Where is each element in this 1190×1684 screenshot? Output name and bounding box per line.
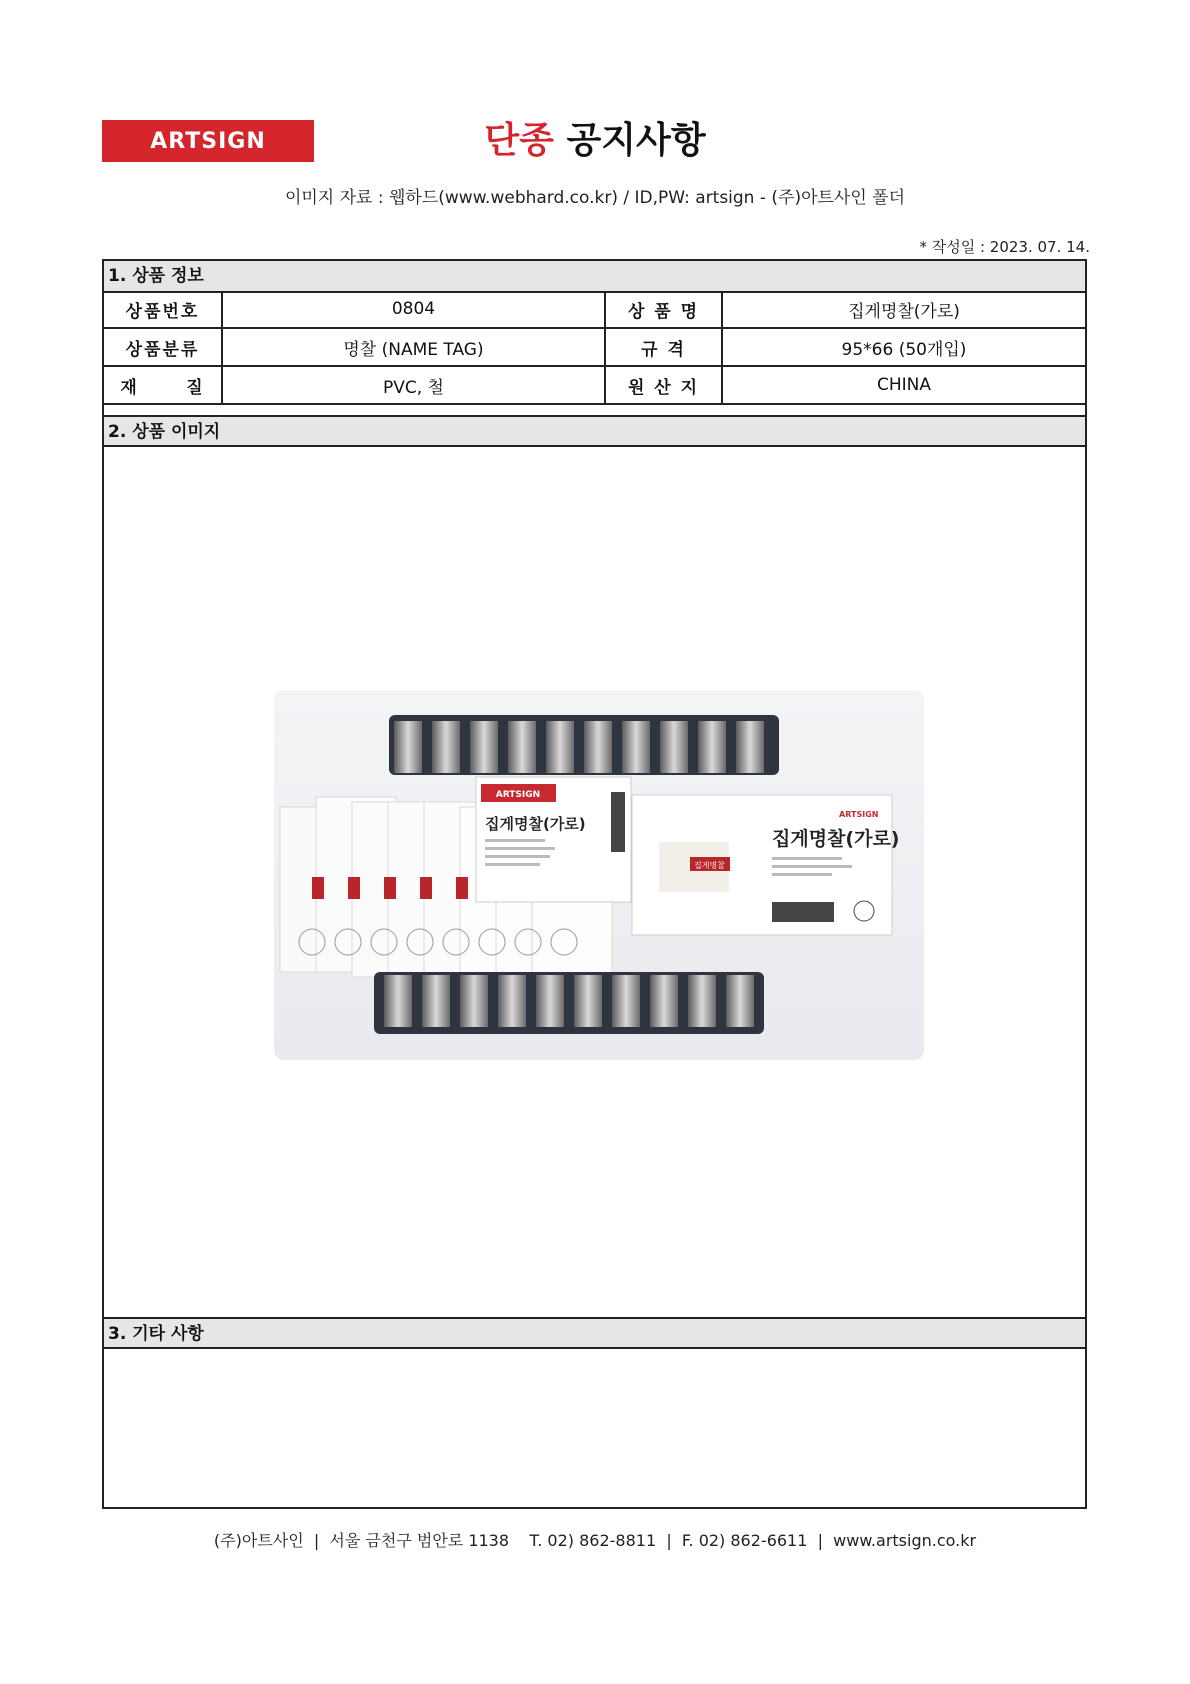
label-origin: 원 산 지	[605, 366, 722, 404]
label-spec: 규 격	[605, 328, 722, 366]
title-accent: 단종	[484, 120, 554, 161]
notice-frame	[102, 259, 1087, 1509]
product-photo	[104, 447, 1085, 1319]
value-product-number: 0804	[222, 291, 605, 328]
svg-text:ARTSIGN: ARTSIGN	[839, 810, 879, 819]
other-notes	[104, 1349, 1085, 1507]
right-product-card	[632, 795, 900, 935]
product-info-table	[104, 291, 1085, 405]
value-product-name: 집게명찰(가로)	[722, 291, 1085, 328]
page-title	[0, 112, 1190, 163]
subtitle: 이미지 자료 : 웹하드(www.webhard.co.kr) / ID,PW: artsign - (주)아트사인 폴더	[284, 188, 906, 208]
table-row	[104, 366, 1085, 404]
artsign-logo: ARTSIGN	[102, 120, 314, 162]
section-other: 3. 기타 사항	[104, 1317, 1085, 1349]
svg-text:ARTSIGN: ARTSIGN	[495, 790, 541, 800]
value-origin: CHINA	[722, 366, 1085, 404]
written-date: * 작성일 : 2023. 07. 14.	[919, 238, 1090, 256]
svg-text:집게명찰(가로): 집게명찰(가로)	[772, 828, 900, 850]
table-row	[104, 328, 1085, 366]
value-category: 명찰 (NAME TAG)	[222, 328, 605, 366]
title-rest: 공지사항	[566, 120, 706, 161]
label-product-name: 상 품 명	[605, 291, 722, 328]
section-product-info: 1. 상품 정보	[104, 261, 1085, 293]
value-spec: 95*66 (50개입)	[722, 328, 1085, 366]
table-row	[104, 291, 1085, 328]
section-product-image: 2. 상품 이미지	[104, 415, 1085, 447]
value-material: PVC, 철	[222, 366, 605, 404]
svg-text:집게명찰: 집게명찰	[694, 861, 725, 870]
label-material: 재 질	[104, 366, 222, 404]
product-image	[104, 447, 1085, 1319]
svg-text:집게명찰(가로): 집게명찰(가로)	[485, 815, 586, 833]
label-category: 상품분류	[104, 328, 222, 366]
footer-contact: (주)아트사인 | 서울 금천구 범안로 1138 T. 02) 862-8811 | F. 02) 862-6611 | www.artsign.co.kr	[213, 1531, 977, 1550]
label-product-number: 상품번호	[104, 291, 222, 328]
left-product-card	[476, 777, 631, 902]
